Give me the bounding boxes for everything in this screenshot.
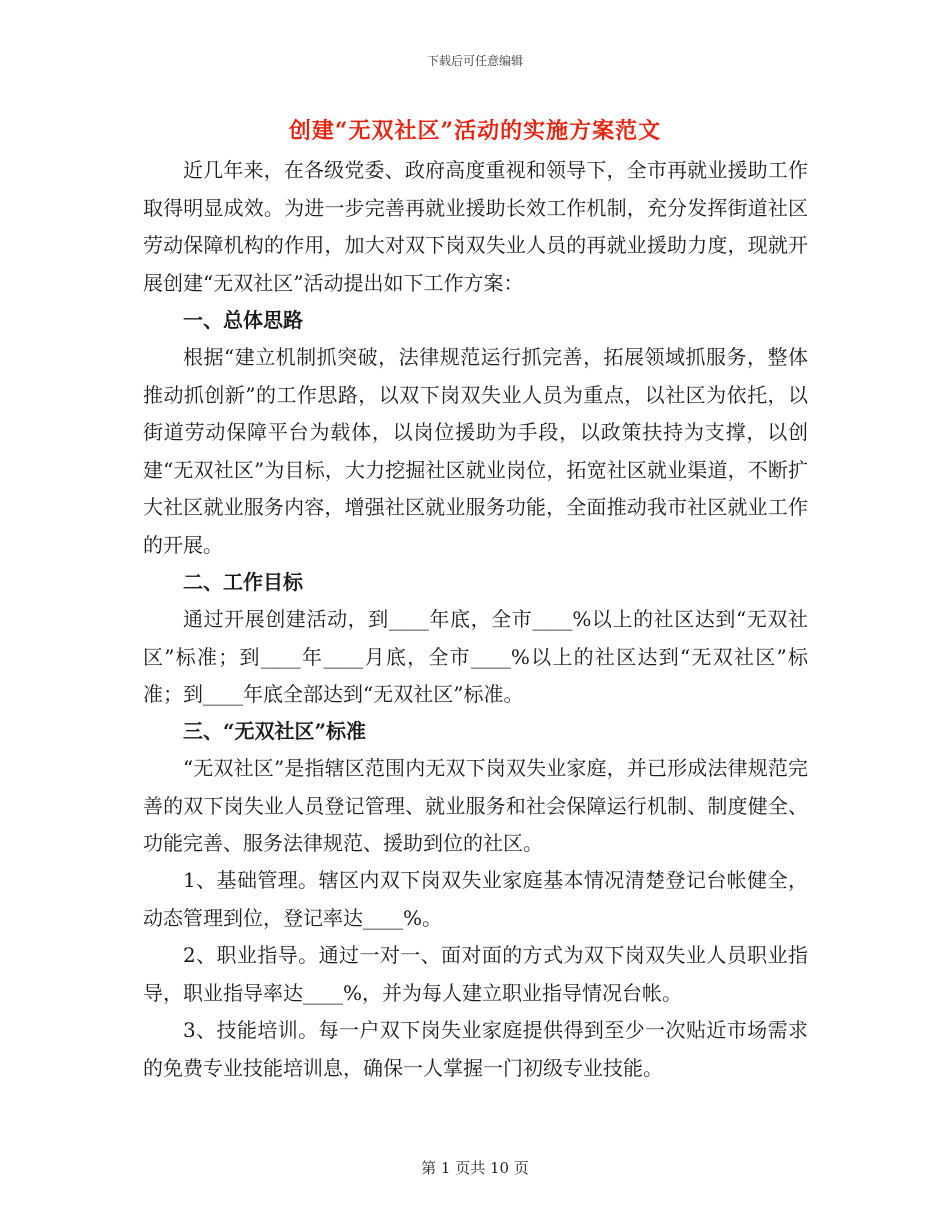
- section-heading-1: 一、总体思路: [183, 308, 303, 332]
- header-note: 下载后可任意编辑: [426, 54, 523, 68]
- list-item-1: 1、基础管理。辖区内双下岗双失业家庭基本情况清楚登记台帐健全，动态管理到位，登记率达____%。: [143, 868, 808, 930]
- section-heading-2: 二、工作目标: [183, 570, 303, 594]
- page-footer: 第 1 页共 10 页: [421, 1159, 529, 1177]
- intro-paragraph: 近几年来，在各级党委、政府高度重视和领导下，全市再就业援助工作取得明显成效。为进一步完善再就业援助长效工作机制，充分发挥街道社区劳动保障机构的作用，加大对双下岗双失业人员的再就业援助力度，现就开展创建“无双社区”活动提出如下工作方案：: [143, 158, 808, 295]
- list-item-2: 2、职业指导。通过一对一、面对面的方式为双下岗双失业人员职业指导，职业指导率达____%，并为每人建立职业指导情况台帐。: [143, 943, 808, 1005]
- section-3-paragraph: “无双社区”是指辖区范围内无双下岗双失业家庭，并已形成法律规范完善的双下岗失业人员登记管理、就业服务和社会保障运行机制、制度健全、功能完善、服务法律规范、援助到位的社区。: [143, 756, 808, 855]
- section-1-paragraph: 根据“建立机制抓突破，法律规范运行抓完善，拓展领域抓服务，整体推动抓创新”的工作思路，以双下岗双失业人员为重点，以社区为依托，以街道劳动保障平台为载体，以岗位援助为手段，以政策扶持为支撑，以创建“无双社区”为目标，大力挖掘社区就业岗位，拓宽社区就业渠道，不断扩大社区就业服务内容，增强社区就业服务功能，全面推动我市社区就业工作的开展。: [143, 345, 808, 557]
- list-item-3: 3、技能培训。每一户双下岗失业家庭提供得到至少一次贴近市场需求的免费专业技能培训息，确保一人掌握一门初级专业技能。: [143, 1018, 808, 1080]
- document-title: 创建“无双社区”活动的实施方案范文: [288, 118, 662, 144]
- section-2-paragraph: 通过开展创建活动，到____年底，全市____%以上的社区达到“无双社区”标准；到____年____月底，全市____%以上的社区达到“无双社区”标准；到____年底全部达到“无双社区”标准。: [143, 607, 808, 706]
- section-heading-3: 三、“无双社区”标准: [183, 719, 367, 743]
